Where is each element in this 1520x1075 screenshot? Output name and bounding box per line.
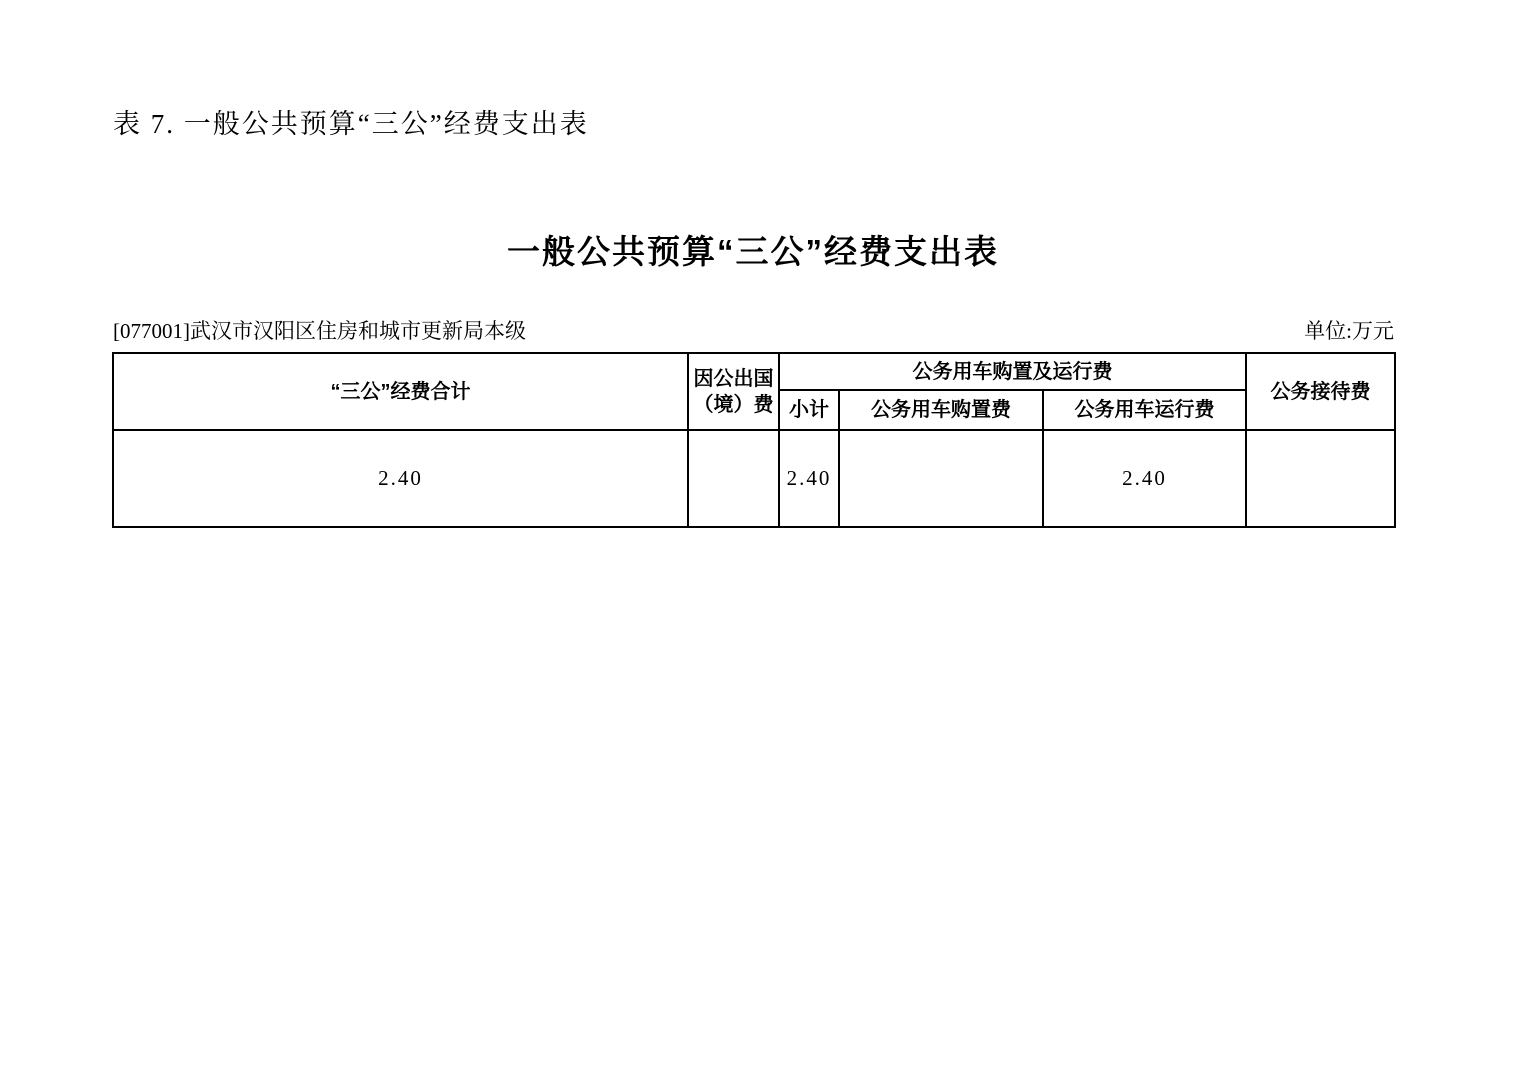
cell-vehicle-purchase [839, 430, 1043, 527]
table-header-row-1 [113, 353, 1395, 390]
header-cell-abroad: 因公出国（境）费 [688, 353, 779, 430]
cell-vehicle-operation: 2.40 [1043, 430, 1246, 527]
unit-label: 单位:万元 [1304, 319, 1394, 343]
header-cell-vehicle-operation: 公务用车运行费 [1043, 390, 1246, 430]
expenditure-table [112, 352, 1396, 528]
cell-total: 2.40 [113, 430, 688, 527]
cell-reception [1246, 430, 1395, 527]
header-cell-vehicle-purchase: 公务用车购置费 [839, 390, 1043, 430]
header-cell-total: “三公”经费合计 [113, 353, 688, 430]
cell-abroad [688, 430, 779, 527]
cell-vehicle-subtotal: 2.40 [779, 430, 839, 527]
table-data-row [113, 430, 1395, 527]
header-cell-vehicle-group: 公务用车购置及运行费 [779, 353, 1246, 390]
table-tag-heading: 表 7. 一般公共预算“三公”经费支出表 [113, 109, 589, 139]
header-cell-vehicle-subtotal: 小计 [779, 390, 839, 430]
page-title: 一般公共预算“三公”经费支出表 [507, 233, 999, 270]
header-cell-reception: 公务接待费 [1246, 353, 1395, 430]
org-code-name: [077001]武汉市汉阳区住房和城市更新局本级 [113, 319, 526, 343]
